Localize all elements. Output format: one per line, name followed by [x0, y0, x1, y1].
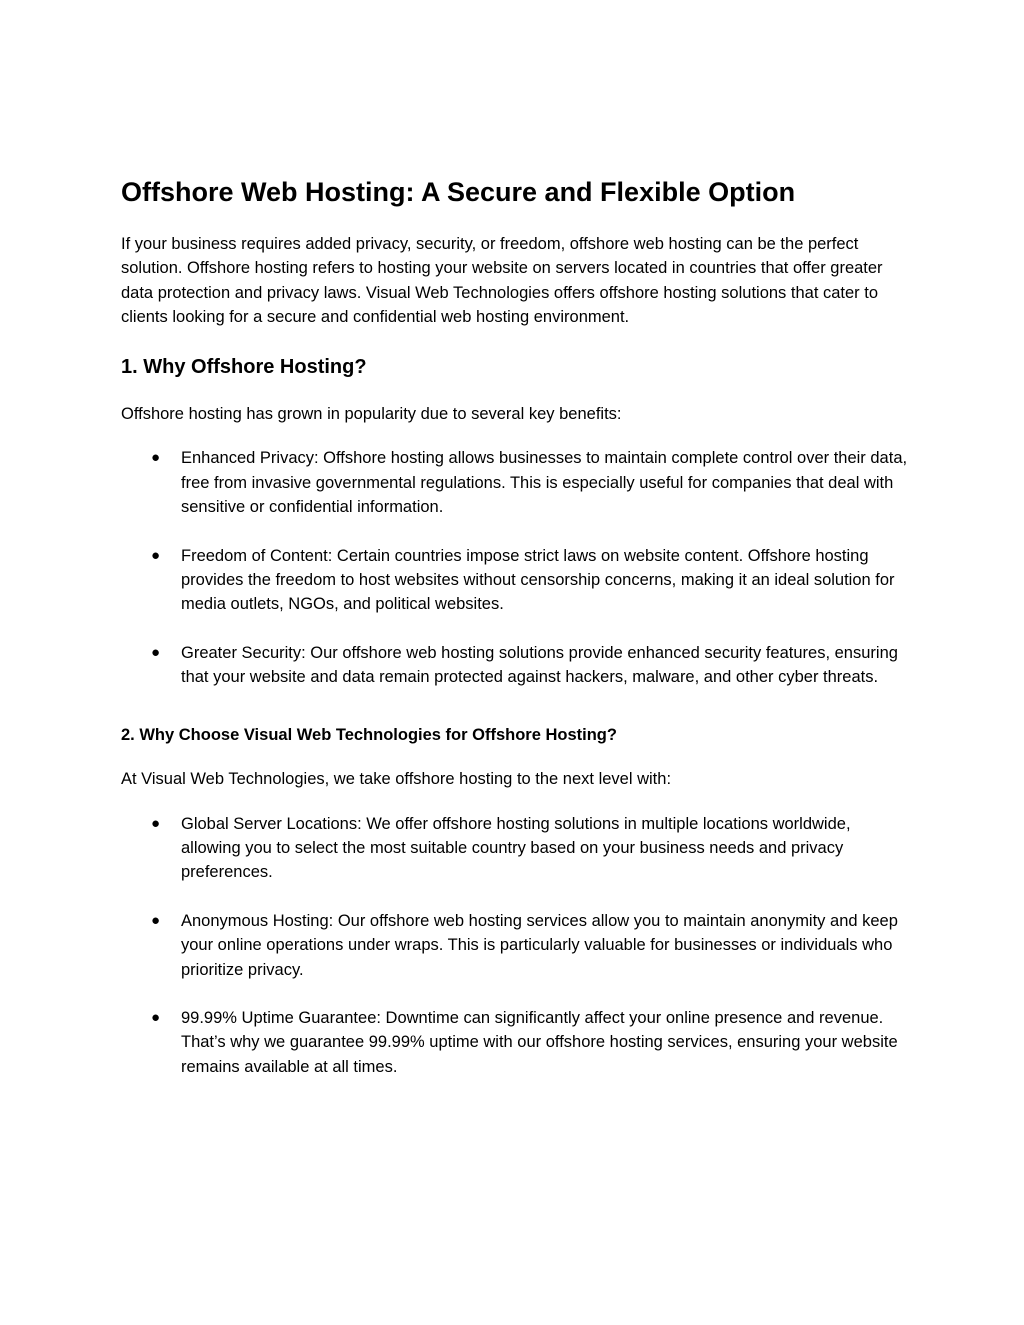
- bullet-icon: ●: [151, 546, 161, 564]
- list-item: [121, 446, 911, 519]
- list-item: [121, 1006, 911, 1079]
- section2-list: [121, 812, 911, 1079]
- list-item-text: Greater Security: Our offshore web hosting solutions provide enhanced security features, ensuring that your website and data remain protected against hackers, malware, and other cyber threats.: [181, 643, 898, 687]
- list-item: [121, 544, 911, 617]
- section2-lead: At Visual Web Technologies, we take offshore hosting to the next level with:: [121, 770, 672, 789]
- section1-list: [121, 446, 911, 689]
- document-body: [121, 172, 911, 1079]
- list-item-text: Global Server Locations: We offer offshore hosting solutions in multiple locations worldwide, allowing you to select the most suitable country based on your business needs and privacy preferences.: [181, 814, 851, 882]
- bullet-icon: ●: [151, 643, 161, 661]
- list-item-text: Anonymous Hosting: Our offshore web hosting services allow you to maintain anonymity and keep your online operations under wraps. This is particularly valuable for businesses or individuals who prioritize privacy.: [181, 911, 898, 979]
- section1-lead: Offshore hosting has grown in popularity due to several key benefits:: [121, 405, 622, 424]
- bullet-icon: ●: [151, 449, 161, 467]
- document-title: Offshore Web Hosting: A Secure and Flexible Option: [121, 177, 796, 207]
- list-item-text: 99.99% Uptime Guarantee: Downtime can significantly affect your online presence and revenue. That’s why we guarantee 99.99% uptime with our offshore hosting services, ensuring your website remains available at all times.: [181, 1009, 898, 1076]
- list-item-text: Freedom of Content: Certain countries impose strict laws on website content. Offshore hosting provides the freedom to host websites without censorship concerns, making it an ideal solution for media outlets, NGOs, and political websites.: [181, 546, 895, 614]
- section2-heading: 2. Why Choose Visual Web Technologies for Offshore Hosting?: [121, 726, 617, 745]
- intro-paragraph: If your business requires added privacy, security, or freedom, offshore web hosting can be the perfect solution. Offshore hosting refers to hosting your website on servers located in countries that offer greater data protection and privacy laws. Visual Web Technologies offers offshore hosting solutions that cater to clients looking for a secure and confidential web hosting environment.: [121, 235, 883, 326]
- bullet-icon: ●: [151, 1009, 161, 1027]
- bullet-icon: ●: [151, 814, 161, 832]
- list-item: [121, 812, 911, 885]
- list-item: [121, 909, 911, 982]
- section1-heading: 1. Why Offshore Hosting?: [121, 356, 367, 379]
- bullet-icon: ●: [151, 911, 161, 929]
- list-item: [121, 641, 911, 690]
- list-item-text: Enhanced Privacy: Offshore hosting allows businesses to maintain complete control over their data, free from invasive governmental regulations. This is especially useful for companies that deal with sensitive or confidential information.: [181, 449, 908, 517]
